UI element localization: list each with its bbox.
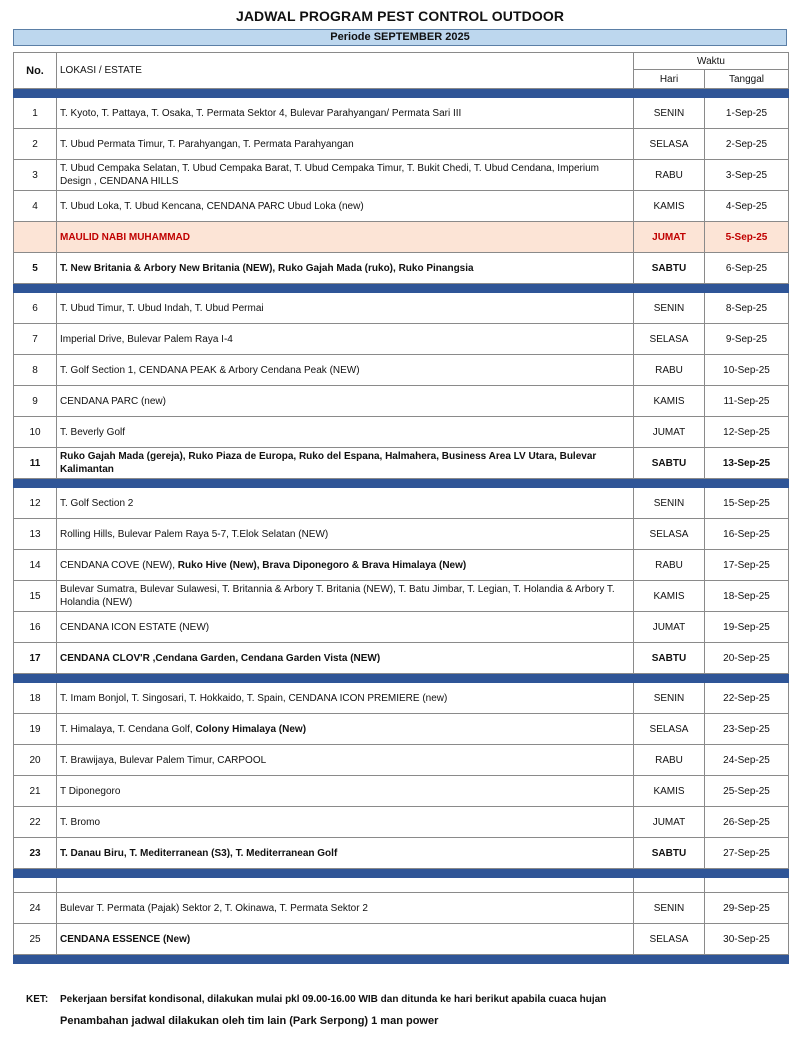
notes-line-2: Penambahan jadwal dilakukan oleh tim lain (Park Serpong) 1 man power <box>60 1015 439 1027</box>
table-row <box>14 776 789 807</box>
location-text: T. Brawijaya, Bulevar Palem Timur, CARPOOL <box>60 754 267 766</box>
separator-cell <box>634 674 705 683</box>
notes-label: KET: <box>26 994 49 1005</box>
row-number: 20 <box>14 745 57 776</box>
date-cell: 2-Sep-25 <box>705 129 789 160</box>
day-cell: SABTU <box>634 838 705 869</box>
separator-cell <box>634 869 705 878</box>
table-row <box>14 643 789 674</box>
location-text: T. New Britania & Arbory New Britania (NEW), Ruko Gajah Mada (ruko), Ruko Pinangsia <box>60 262 474 274</box>
separator-cell <box>57 955 634 964</box>
location-text: Ruko Gajah Mada (gereja), Ruko Piaza de Europa, Ruko del Espana, Halmahera, Business Area LV Utara, Bulevar Kalimantan <box>60 451 597 475</box>
separator-cell <box>705 89 789 98</box>
location-cell <box>57 386 634 417</box>
row-number: 19 <box>14 714 57 745</box>
table-row <box>14 488 789 519</box>
row-number: 13 <box>14 519 57 550</box>
table-row <box>14 324 789 355</box>
header-no: No. <box>14 53 57 89</box>
table-row <box>14 519 789 550</box>
row-number: 12 <box>14 488 57 519</box>
table-row <box>14 714 789 745</box>
location-cell <box>57 293 634 324</box>
day-cell: JUMAT <box>634 417 705 448</box>
location-text: MAULID NABI MUHAMMAD <box>60 231 190 243</box>
separator-cell <box>634 955 705 964</box>
row-number: 25 <box>14 924 57 955</box>
date-cell: 27-Sep-25 <box>705 838 789 869</box>
day-cell: SABTU <box>634 643 705 674</box>
header-waktu: Waktu <box>634 53 789 70</box>
week-separator <box>14 89 789 98</box>
date-cell: 26-Sep-25 <box>705 807 789 838</box>
location-cell <box>57 745 634 776</box>
day-cell: JUMAT <box>634 222 705 253</box>
row-number: 11 <box>14 448 57 479</box>
location-text: T. Ubud Permata Timur, T. Parahyangan, T. Permata Parahyangan <box>60 138 354 150</box>
row-number: 18 <box>14 683 57 714</box>
date-cell: 9-Sep-25 <box>705 324 789 355</box>
day-cell: SELASA <box>634 924 705 955</box>
table-row <box>14 924 789 955</box>
date-cell: 12-Sep-25 <box>705 417 789 448</box>
date-cell: 18-Sep-25 <box>705 581 789 612</box>
date-cell: 22-Sep-25 <box>705 683 789 714</box>
location-text: CENDANA PARC (new) <box>60 395 166 407</box>
date-cell: 1-Sep-25 <box>705 98 789 129</box>
row-number <box>14 222 57 253</box>
location-cell <box>57 683 634 714</box>
day-cell: KAMIS <box>634 191 705 222</box>
table-row <box>14 581 789 612</box>
separator-cell <box>57 89 634 98</box>
date-cell: 13-Sep-25 <box>705 448 789 479</box>
blank-cell <box>14 878 57 893</box>
separator-cell <box>634 284 705 293</box>
row-number: 6 <box>14 293 57 324</box>
separator-cell <box>14 955 57 964</box>
date-cell: 29-Sep-25 <box>705 893 789 924</box>
day-cell: JUMAT <box>634 807 705 838</box>
date-cell: 6-Sep-25 <box>705 253 789 284</box>
separator-cell <box>634 479 705 488</box>
blank-cell <box>705 878 789 893</box>
location-cell <box>57 924 634 955</box>
date-cell: 4-Sep-25 <box>705 191 789 222</box>
row-number: 5 <box>14 253 57 284</box>
location-cell <box>57 807 634 838</box>
location-text: T. Golf Section 1, CENDANA PEAK & Arbory Cendana Peak (NEW) <box>60 364 360 376</box>
location-cell <box>57 612 634 643</box>
location-text: T. Ubud Cempaka Selatan, T. Ubud Cempaka Barat, T. Ubud Cempaka Timur, T. Bukit Chedi, T. Ubud Cendana, Imperium Design , CENDANA HILLS <box>60 163 599 187</box>
location-cell <box>57 448 634 479</box>
location-text: CENDANA CLOV'R ,Cendana Garden, Cendana Garden Vista (NEW) <box>60 652 381 664</box>
location-cell <box>57 324 634 355</box>
location-cell <box>57 222 634 253</box>
day-cell: KAMIS <box>634 581 705 612</box>
day-cell: KAMIS <box>634 386 705 417</box>
location-cell <box>57 355 634 386</box>
date-cell: 3-Sep-25 <box>705 160 789 191</box>
week-separator <box>14 284 789 293</box>
day-cell: RABU <box>634 745 705 776</box>
day-cell: RABU <box>634 355 705 386</box>
day-cell: SENIN <box>634 893 705 924</box>
row-number: 24 <box>14 893 57 924</box>
day-cell: SELASA <box>634 519 705 550</box>
date-cell: 8-Sep-25 <box>705 293 789 324</box>
location-cell <box>57 714 634 745</box>
day-cell: SELASA <box>634 714 705 745</box>
day-cell: SABTU <box>634 448 705 479</box>
row-number: 1 <box>14 98 57 129</box>
week-separator <box>14 674 789 683</box>
location-text: T. Golf Section 2 <box>60 497 134 509</box>
location-text: T Diponegoro <box>60 785 121 797</box>
week-separator <box>14 955 789 964</box>
location-text: Ruko Hive (New), Brava Diponegoro & Brava Himalaya (New) <box>177 559 467 571</box>
notes-line-1: Pekerjaan bersifat kondisonal, dilakukan mulai pkl 09.00-16.00 WIB dan ditunda ke hari berikut apabila cuaca hujan <box>60 994 607 1005</box>
date-cell: 16-Sep-25 <box>705 519 789 550</box>
separator-cell <box>14 284 57 293</box>
date-cell: 5-Sep-25 <box>705 222 789 253</box>
date-cell: 10-Sep-25 <box>705 355 789 386</box>
separator-cell <box>705 284 789 293</box>
location-text: T. Kyoto, T. Pattaya, T. Osaka, T. Permata Sektor 4, Bulevar Parahyangan/ Permata Sari III <box>60 107 462 119</box>
location-cell <box>57 253 634 284</box>
table-row <box>14 807 789 838</box>
header-lokasi: LOKASI / ESTATE <box>57 53 634 89</box>
header-tanggal: Tanggal <box>705 70 789 89</box>
row-number: 3 <box>14 160 57 191</box>
day-cell: SENIN <box>634 98 705 129</box>
day-cell: KAMIS <box>634 776 705 807</box>
location-cell <box>57 838 634 869</box>
location-text: CENDANA COVE (NEW), <box>60 559 178 571</box>
week-separator <box>14 869 789 878</box>
table-row <box>14 745 789 776</box>
location-cell <box>57 519 634 550</box>
date-cell: 25-Sep-25 <box>705 776 789 807</box>
header-hari: Hari <box>634 70 705 89</box>
date-cell: 17-Sep-25 <box>705 550 789 581</box>
row-number: 14 <box>14 550 57 581</box>
separator-cell <box>705 955 789 964</box>
row-number: 10 <box>14 417 57 448</box>
separator-cell <box>14 674 57 683</box>
date-cell: 19-Sep-25 <box>705 612 789 643</box>
table-row <box>14 893 789 924</box>
separator-cell <box>57 284 634 293</box>
table-row <box>14 448 789 479</box>
table-row <box>14 683 789 714</box>
day-cell: SELASA <box>634 129 705 160</box>
schedule-body <box>14 89 789 964</box>
table-row <box>14 386 789 417</box>
separator-cell <box>705 674 789 683</box>
separator-cell <box>634 89 705 98</box>
separator-cell <box>57 674 634 683</box>
location-text: T. Imam Bonjol, T. Singosari, T. Hokkaido, T. Spain, CENDANA ICON PREMIERE (new) <box>60 692 448 704</box>
row-number: 9 <box>14 386 57 417</box>
location-text: T. Bromo <box>60 816 101 828</box>
day-cell: SENIN <box>634 683 705 714</box>
location-text: CENDANA ICON ESTATE (NEW) <box>60 621 210 633</box>
blank-cell <box>57 878 634 893</box>
row-number: 8 <box>14 355 57 386</box>
location-text: T. Ubud Loka, T. Ubud Kencana, CENDANA PARC Ubud Loka (new) <box>60 200 364 212</box>
page-title: JADWAL PROGRAM PEST CONTROL OUTDOOR <box>235 8 565 24</box>
date-cell: 15-Sep-25 <box>705 488 789 519</box>
table-row <box>14 355 789 386</box>
day-cell: SELASA <box>634 324 705 355</box>
day-cell: SENIN <box>634 488 705 519</box>
location-cell <box>57 129 634 160</box>
location-text: T. Beverly Golf <box>60 426 126 438</box>
table-row <box>14 253 789 284</box>
blank-cell <box>634 878 705 893</box>
separator-cell <box>57 869 634 878</box>
location-cell <box>57 160 634 191</box>
table-row <box>14 550 789 581</box>
separator-cell <box>14 479 57 488</box>
location-cell <box>57 488 634 519</box>
day-cell: RABU <box>634 550 705 581</box>
row-number: 17 <box>14 643 57 674</box>
row-number: 22 <box>14 807 57 838</box>
row-number: 16 <box>14 612 57 643</box>
day-cell: JUMAT <box>634 612 705 643</box>
day-cell: RABU <box>634 160 705 191</box>
table-row <box>14 191 789 222</box>
location-cell <box>57 98 634 129</box>
location-text: Imperial Drive, Bulevar Palem Raya I-4 <box>60 333 233 345</box>
location-cell <box>57 643 634 674</box>
location-text: T. Himalaya, T. Cendana Golf, <box>60 723 196 735</box>
location-cell <box>57 191 634 222</box>
day-cell: SABTU <box>634 253 705 284</box>
location-text: Colony Himalaya (New) <box>195 723 307 735</box>
schedule-table <box>13 52 789 964</box>
date-cell: 11-Sep-25 <box>705 386 789 417</box>
row-number: 2 <box>14 129 57 160</box>
date-cell: 30-Sep-25 <box>705 924 789 955</box>
separator-cell <box>705 479 789 488</box>
row-number: 7 <box>14 324 57 355</box>
table-row <box>14 838 789 869</box>
table-row <box>14 293 789 324</box>
location-text: T. Ubud Timur, T. Ubud Indah, T. Ubud Permai <box>60 302 264 314</box>
location-cell <box>57 776 634 807</box>
row-number: 23 <box>14 838 57 869</box>
separator-cell <box>705 869 789 878</box>
location-cell <box>57 550 634 581</box>
separator-cell <box>14 869 57 878</box>
day-cell: SENIN <box>634 293 705 324</box>
location-cell <box>57 581 634 612</box>
holiday-row <box>14 222 789 253</box>
table-row <box>14 417 789 448</box>
date-cell: 23-Sep-25 <box>705 714 789 745</box>
table-row <box>14 612 789 643</box>
blank-row <box>14 878 789 893</box>
location-text: Rolling Hills, Bulevar Palem Raya 5-7, T.Elok Selatan (NEW) <box>60 528 329 540</box>
table-row <box>14 160 789 191</box>
location-text: CENDANA ESSENCE (New) <box>60 933 191 945</box>
row-number: 4 <box>14 191 57 222</box>
row-number: 21 <box>14 776 57 807</box>
period-banner: Periode SEPTEMBER 2025 <box>13 29 787 46</box>
table-row <box>14 129 789 160</box>
separator-cell <box>14 89 57 98</box>
date-cell: 24-Sep-25 <box>705 745 789 776</box>
location-text: Bulevar T. Permata (Pajak) Sektor 2, T. Okinawa, T. Permata Sektor 2 <box>60 902 368 914</box>
table-row <box>14 98 789 129</box>
location-text: Bulevar Sumatra, Bulevar Sulawesi, T. Britannia & Arbory T. Britania (NEW), T. Batu Jimbar, T. Legian, T. Holandia & Arbory T. Holandia (NEW) <box>60 584 615 608</box>
location-cell <box>57 893 634 924</box>
date-cell: 20-Sep-25 <box>705 643 789 674</box>
location-text: T. Danau Biru, T. Mediterranean (S3), T. Mediterranean Golf <box>60 847 338 859</box>
location-cell <box>57 417 634 448</box>
row-number: 15 <box>14 581 57 612</box>
week-separator <box>14 479 789 488</box>
separator-cell <box>57 479 634 488</box>
